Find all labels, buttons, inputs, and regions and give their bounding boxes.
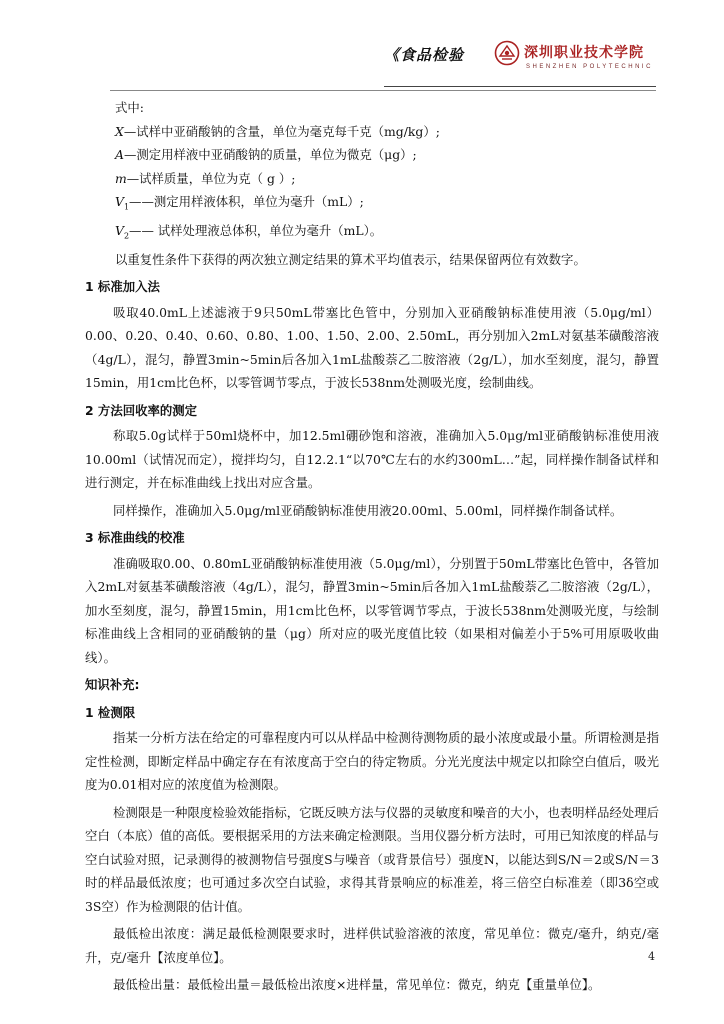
- page-number: 4: [648, 950, 655, 963]
- result-note: 以重复性条件下获得的两次独立测定结果的算术平均值表示，结果保留两位有效数字。: [115, 251, 586, 267]
- school-name-cn: 深圳职业技术学院: [524, 45, 644, 61]
- school-name-en: SHENZHEN POLYTECHNIC: [526, 64, 653, 70]
- paragraph: 吸取40.0mL上述滤液于9只50mL带塞比色管中，分别加入亚硝酸钠标准使用液（5.0μg/ml）0.00、0.20、0.40、0.60、0.80、1.00、1.50、2.00、2.50mL，再分别加入2mL对氨基苯磺酸溶液（4g/L），混匀，静置3min~5min后各加入1mL盐酸萘乙二胺溶液（2g/L），加水至刻度，混匀，静置15min，用1cm比色杯，以零管调节零点，于波长538nm处测吸光度，绘制曲线。: [85, 304, 659, 391]
- knowledge-heading: 知识补充:: [85, 677, 140, 693]
- header-rule: [384, 86, 656, 87]
- paragraph: 指某一分析方法在给定的可靠程度内可以从样品中检测待测物质的最小浓度或最小量。所谓检测是指定性检测，即断定样品中确定存在有浓度高于空白的待定物质。分光光度法中规定以扣除空白值后，吸光度为0.01相对应的浓度值为检测限。: [85, 730, 659, 793]
- definition-m: m—试样质量，单位为克（ g ）;: [115, 170, 296, 186]
- section-heading-calibration: 3 标准曲线的校准: [85, 530, 185, 546]
- paragraph: 检测限是一种限度检验效能指标，它既反映方法与仪器的灵敏度和噪音的大小，也表明样品经处理后空白（本底）值的高低。要根据采用的方法来确定检测限。当用仪器分析方法时，可用已知浓度的样品与空白试验对照，记录测得的被测物信号强度S与噪音（或背景信号）强度N，以能达到S/N＝2或S/N＝3时的样品最低浓度；也可通过多次空白试验，求得其背景响应的标准差，将三倍空白标准差（即3δ空或3S空）作为检测限的估计值。: [85, 804, 659, 914]
- page-header: [0, 38, 724, 98]
- definition-a: A—测定用样液中亚硝酸钠的质量，单位为微克（μg）;: [115, 147, 417, 162]
- paragraph: 最低检出量：最低检出量＝最低检出浓度×进样量，常见单位：微克，纳克【重量单位】。: [113, 977, 601, 993]
- definition-v2: $V_2——$ 试样处理液总体积，单位为毫升（mL）。: [115, 222, 383, 241]
- formula-where: 式中:: [115, 100, 144, 115]
- section-heading-recovery: 2 方法回收率的测定: [85, 402, 198, 418]
- definition-v1: $V_1——$测定用样液体积，单位为毫升（mL）;: [115, 194, 364, 212]
- section-heading-standard-addition: 1 标准加入法: [85, 279, 160, 295]
- paragraph: 最低检出浓度：满足最低检测限要求时，进样供试验溶液的浓度，常见单位：微克/毫升，纳克/毫升，克/毫升【浓度单位】。: [85, 926, 659, 965]
- header-title: 《食品检验: [384, 46, 465, 64]
- paragraph: 准确吸取0.00、0.80mL亚硝酸钠标准使用液（5.0μg/ml），分别置于50mL带塞比色管中，各管加入2mL对氨基苯磺酸溶液（4g/L），混匀，静置3min~5min后各加入1mL盐酸萘乙二胺溶液（2g/L），加水至刻度，混匀，静置15min，用1cm比色杯，以零管调节零点，于波长538nm处测吸光度，与绘制标准曲线上含相同的亚硝酸钠的量（μg）所对应的吸光度值比较（如果相对偏差小于5%可用原吸收曲线）。: [85, 555, 659, 665]
- page-body: [85, 96, 659, 1001]
- paragraph: 同样操作，准确加入5.0μg/ml亚硝酸钠标准使用液20.00ml、5.00ml，同样操作制备试样。: [113, 502, 623, 518]
- header-rule-long: [110, 90, 656, 91]
- definition-x: X—试样中亚硝酸钠的含量，单位为毫克每千克（mg/kg）;: [115, 123, 440, 139]
- knowledge-subheading: 1 检测限: [85, 704, 136, 720]
- paragraph: 称取5.0g试样于50ml烧杯中，加12.5ml硼砂饱和溶液，准确加入5.0μg/ml亚硝酸钠标准使用液10.00ml（试情况而定），搅拌均匀，自12.2.1“以70℃左右的水约300mL…”起，同样操作制备试样和进行测定，并在标准曲线上找出对应含量。: [85, 428, 659, 491]
- school-logo-icon: [494, 40, 520, 66]
